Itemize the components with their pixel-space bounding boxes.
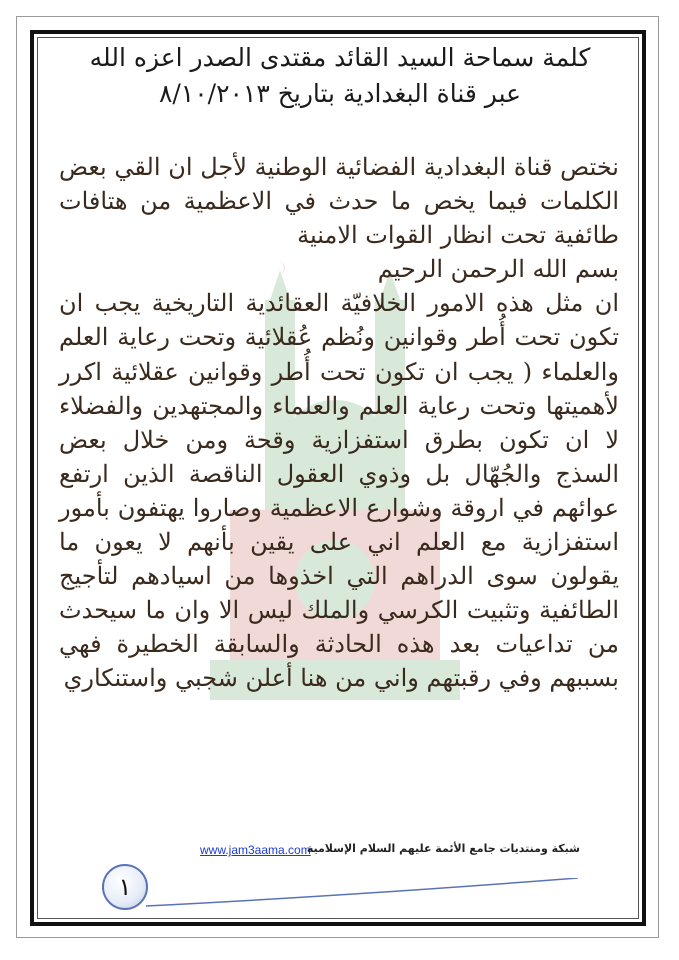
- website-link[interactable]: www.jam3aama.com: [200, 843, 311, 857]
- page-number-badge: ١: [102, 864, 148, 910]
- body-main-paragraph: ان مثل هذه الامور الخلافيّة العقائدية التاريخية يجب ان تكون تحت أُطر وقوانين ونُظم عُقلائية وتحت رعاية العلم والعلماء ( يجب ان تكون تحت أُطر وقوانين عقلائية اكرر لأهميتها وتحت رعاية العلم والعلماء والمجتهدين والفضلاء لا ان تكون بطرق استفزازية وقحة ومن خلال بعض السذج والجُهّال بل وذوي العقول الناقصة الذين ارتفع عوائهم في اروقة وشوارع الاعظمية وصاروا يهتفون بأمور استفزازية مع العلم اني على يقين بأنهم لا يعون ما يقولون سوى الدراهم التي اخذوها من اسيادهم لتأجيج الطائفية وتثبيت الكرسي والملك ليس الا وان ما سيحدث من تداعيات بعد هذه الحادثة والسابقة الخطيرة فهي بسببهم وفي رقبتهم واني من هنا أعلن شجبي واستنكاري: [59, 289, 619, 693]
- body-basmala: بسم الله الرحمن الرحيم: [377, 255, 619, 284]
- network-name: شبكة ومنتديات جامع الأئمة عليهم السلام الإسلامية: [306, 842, 580, 855]
- footer-decorative-line: [146, 878, 578, 908]
- speech-body: [59, 150, 619, 696]
- header-title: كلمة سماحة السيد القائد مقتدى الصدر اعزه الله: [89, 43, 591, 72]
- document-header: [60, 40, 620, 112]
- body-intro-paragraph: نختص قناة البغدادية الفضائية الوطنية لأجل ان القي بعض الكلمات فيما يخص ما حدث في الاعظمية من هتافات طائفية تحت انظار القوات الامنية: [59, 153, 619, 250]
- header-date: عبر قناة البغدادية بتاريخ ٨/١٠/٢٠١٣: [158, 79, 522, 108]
